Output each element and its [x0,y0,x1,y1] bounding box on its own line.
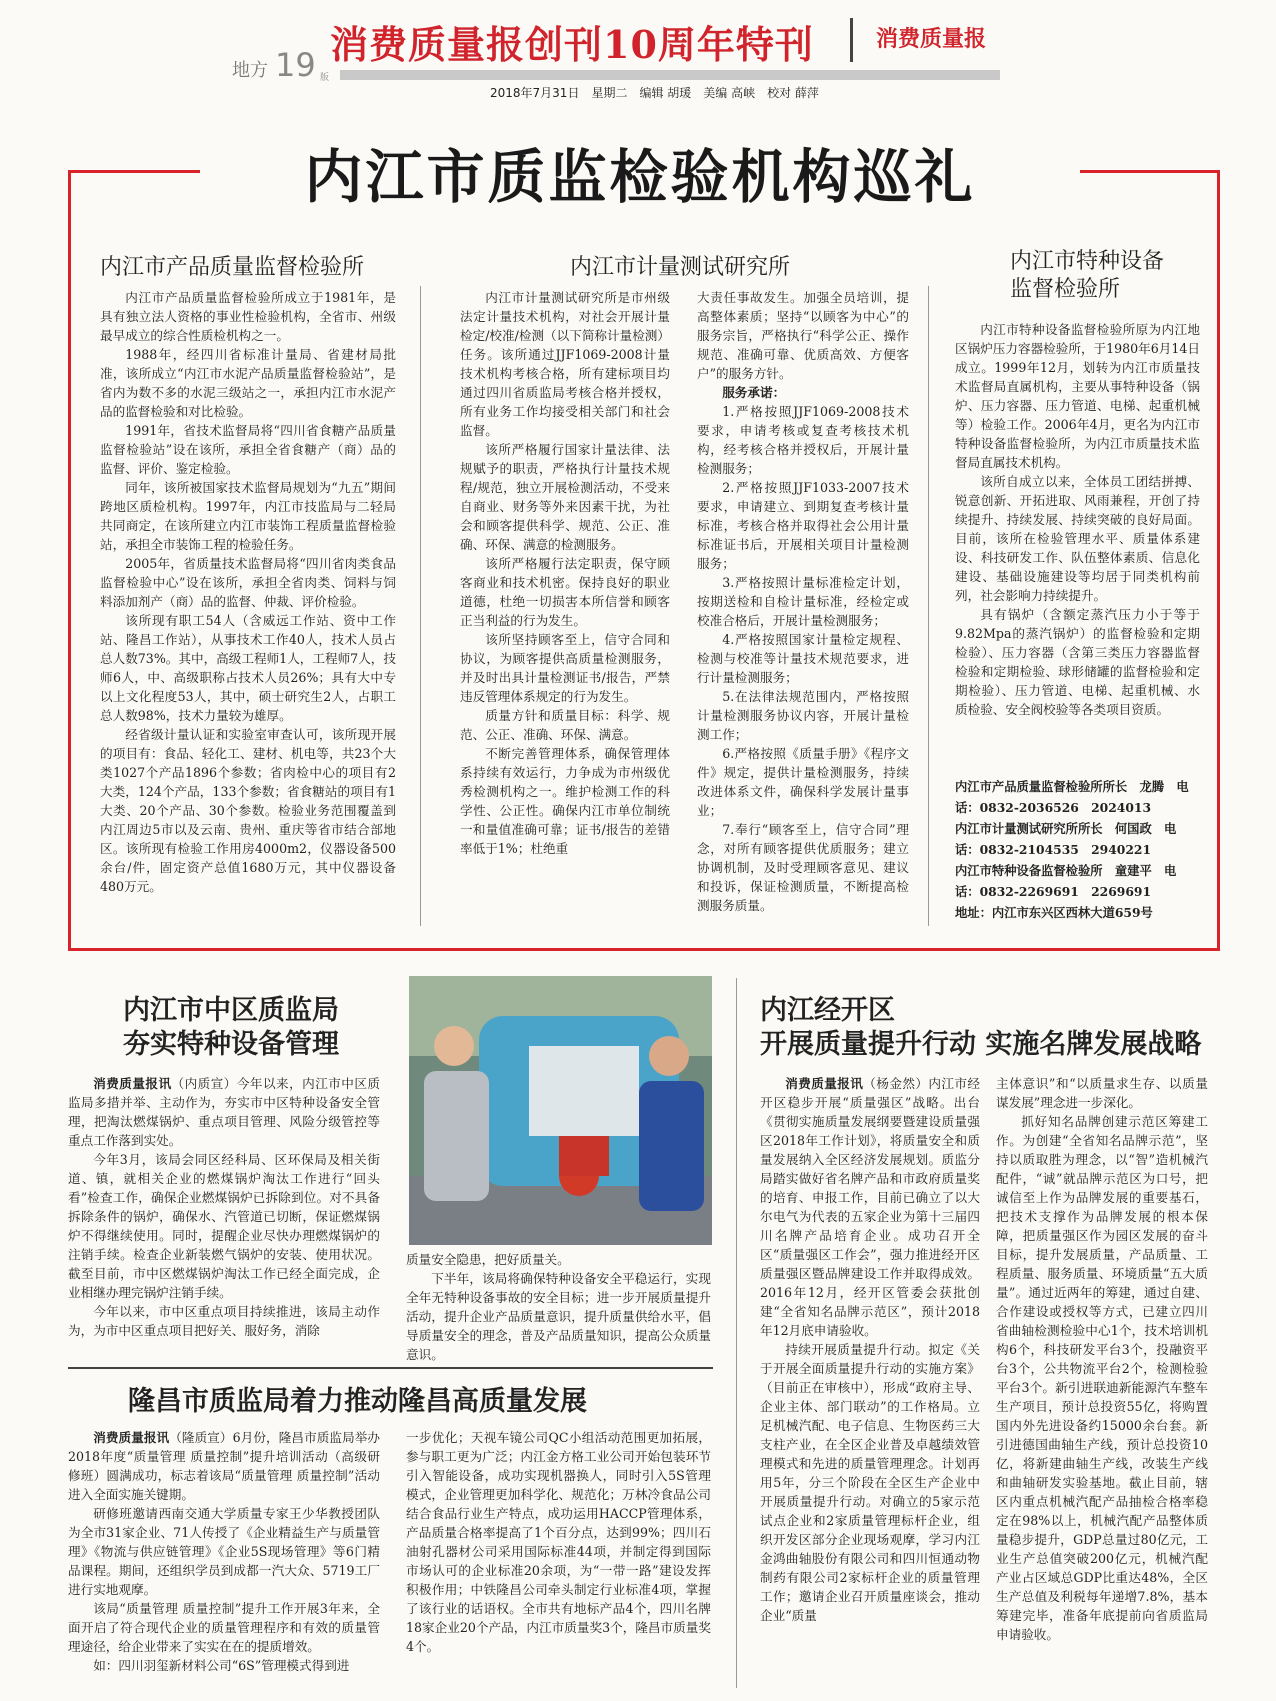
contacts-block: 内江市产品质量监督检验所所长 龙腾 电话：0832-2036526 2024013 内江市计量测试研究所所长 何国政 电话：0832-2104535 2940221 内江市特种设备监督检验所 童建平 电话：0832-2269691 2269691 地址：内江市东兴区西林大道659号 [955,779,1189,920]
feature-title: 内江市质监检验机构巡礼 [200,130,1080,214]
jingkai-title: 内江经开区 开展质量提升行动 实施名牌发展战略 [760,995,1202,1060]
col4-heading: 内江市特种设备 监督检验所 [1010,249,1165,302]
inspection-photo [409,976,712,1245]
col-rule-bottom [736,978,737,1688]
dateline: 2018年7月31日 星期二 编辑 胡瑗 美编 高峡 校对 薛萍 [490,86,819,100]
zhongqu-body: 消费质量报讯（内质宣）今年以来，内江市中区质监局多措并举、主动作为，夯实市中区特种设备安全管理，把淘汰燃煤锅炉、重点项目管理、风险分级管控等重点工作落到实处。 今年3月，该局会同区经科局、区环保局及相关街道、镇，就相关企业的燃煤锅炉淘汰工作进行“回头看”检查工作，确保企业燃煤锅炉已拆除到位。对不具备拆除条件的锅炉，确保水、汽管道已切断，保证燃煤锅炉不得继续使用。同时，提醒企业尽快办理燃煤锅炉的注销手续。检查企业新装燃气锅炉的安装、使用状况。截至目前，市中区燃煤锅炉淘汰工作已经全面完成，企业相继办理完锅炉注销手续。 今年以来，市中区重点项目持续推进，该局主动作为，为市中区重点项目把好关、服好务，消除 [68,1076,381,1338]
col2-heading: 内江市计量测试研究所 [570,255,791,280]
jingkai-body-col1: 消费质量报讯（杨金然）内江市经开区稳步开展“质量强区”战略。出台《贯彻实施质量发展纲要暨建设质量强区2018年工作计划》，将质量安全和质量发展纳入全区经济发展规划。质监分局踏实做好省名牌产品和市政府质量奖的培育、申报工作，目前已确立了以大尔电气为代表的五家企业为第十三届四川名牌产品培育企业。成功召开全区“质量强区工作会”，强力推进经开区质量强区暨品牌建设工作并取得成效。2016年12月，经开区管委会获批创建“全省知名品牌示范区”，预计2018年12月底申请验收。 持续开展质量提升行动。拟定《关于开展全面质量提升行动的实施方案》（目前正在审核中），形成“政府主导、企业主体、部门联动”的工作格局。立足机械汽配、电子信息、生物医药三大支柱产业，在全区企业普及卓越绩效管理模式和先进的质量管理理念。计划再用5年，分三个阶段在全区生产企业中开展质量提升行动。对确立的5家示范试点企业和2家质量管理标杆企业，组织开发区部分企业现场观摩，学习内江金鸿曲轴股份有限公司和四川恒通动物制药有限公司2家标杆企业的质量管理工作；邀请企业召开质量座谈会，推动企业“质量 [760,1076,980,1623]
col1-heading: 内江市产品质量监督检验所 [100,255,365,280]
page-suffix: 版 [320,73,330,83]
page-section-label: 地方 [232,60,268,81]
col4-body: 内江市特种设备监督检验所原为内江地区锅炉压力容器检验所，于1980年6月14日成立。1999年12月，划转为内江市质量技术监督局直属机构，主要从事特种设备（锅炉、压力容器、压力管道、电梯、起重机械等）检验工作。2006年4月，更名为内江市特种设备监督检验所，为内江市质量技术监督局直属技术机构。 该所自成立以来，全体员工团结拼搏、锐意创新、开拓进取、风雨兼程，开创了持续提升、持续发展、持续突破的良好局面。目前，该所在检验管理水平、质量体系建设、科技研发工作、队伍整体素质、信息化建设、基础设施建设等均居于同类机构前列，社会影响力持续提升。 具有锅炉（含额定蒸汽压力小于等于9.82Mpa的蒸汽锅炉）的监督检验和定期检验）、压力容器（含第三类压力容器监督检验和定期检验、球形储罐的监督检验和定期检验）、压力管道、电梯、起重机械、水质检验、安全阀校验等各类项目资质。 [955,322,1200,717]
promise-heading: 服务承诺： [722,385,786,400]
longchang-title: 隆昌市质监局着力推动隆昌高质量发展 [128,1386,587,1417]
newspaper-logo: 消费质量报 [876,27,987,52]
page-number: 19 [275,46,316,84]
col-rule-1 [420,286,421,926]
zhongqu-title: 内江市中区质监局 夯实特种设备管理 [123,995,339,1060]
jingkai-body-col2: 主体意识”和“以质量求生存、以质量谋发展”理念进一步深化。 抓好知名品牌创建示范区筹建工作。为创建“全省知名品牌示范”，坚持以质取胜为理念，以“智”造机械汽配件，“诚”就品牌示范区为口号，把诚信至上作为品牌发展的重要基石，把技术支撑作为品牌发展的根本保障，把质量强区作为园区发展的奋斗目标，提升发展质量，产品质量、工程质量、服务质量、环境质量“五大质量”。通过近两年的筹建，通过自建、合作建设或授权等方式，已建立四川省曲轴检测检验中心1个，技术培训机构6个，科技研发平台3个，投融资平台3个，公共物流平台2个，检测检验平台3个。新引进联迪新能源汽车整车生产项目，预计总投资55亿，将购置国内外先进设备约15000余台套。新引进德国曲轴生产线，预计总投资10亿，将新建曲轴生产线，改装生产线和曲轴研发实验基地。截止目前，辖区内重点机械汽配产品抽检合格率稳定在98%以上，机械汽配产品整体质量稳步提升，GDP总量过80亿元，工业生产总值突破200亿元，机械汽配产业占区域总GDP比重达48%，全区生产总值及利税每年递增7.8%，基本筹建完毕，准备年底提前向省质监局申请验收。 [996,1076,1208,1642]
section-divider [68,1367,713,1369]
col-rule-3 [928,286,929,926]
header-gray-bar [340,70,1000,80]
col2-body: 内江市计量测试研究所是市州级法定计量技术机构，对社会开展计量检定/校准/检测（以下简称计量检测）任务。该所通过JJF1069-2008计量技术机构考核合格，所有建标项目均通过四川省质监局考核合格并授权，所有业务工作均接受相关部门和社会监督。 该所严格履行国家计量法律、法规赋予的职责，严格执行计量技术规程/规范，独立开展检测活动，不受来自商业、财务等外来因素干扰，为社会和顾客提供科学、规范、公正、准确、环保、满意的检测服务。 该所严格履行法定职责，保守顾客商业和技术机密。保持良好的职业道德，杜绝一切损害本所信誉和顾客正当利益的行为发生。 该所坚持顾客至上，信守合同和协议，为顾客提供高质量检测服务，并及时出具计量检测证书/报告，严禁违反管理体系规定的行为发生。 质量方针和质量目标：科学、规范、公正、准确、环保、满意。 不断完善管理体系，确保管理体系持续有效运行，力争成为市州级优秀检测机构之一。维护检测工作的科学性、公正性。确保内江市单位制统一和量值准确可靠；证书/报告的差错率低于1%；杜绝重 [460,290,670,856]
masthead-divider [850,18,853,62]
special-issue-title: 消费质量报创刊10周年特刊 [330,22,814,67]
col1-body: 内江市产品质量监督检验所成立于1981年，是具有独立法人资格的事业性检验机构，全省市、州级最早成立的综合性质检机构之一。 1988年，经四川省标准计量局、省建材局批准，该所成立“内江市水泥产品质量监督检验站”，是省内为数不多的水泥三级站之一，承担内江市水泥产品的监督检验和对比检验。 1991年，省技术监督局将“四川省食糖产品质量监督检验站”设在该所，承担全省食糖产（商）品的监督、评价、鉴定检验。 同年，该所被国家技术监督局规划为“九五”期间跨地区质检机构。1997年，内江市技监局与二轻局共同商定，在该所建立内江市装饰工程质量监督检验站，承担全市装饰工程的检验任务。 2005年，省质量技术监督局将“四川省肉类食品监督检验中心”设在该所，承担全省肉类、饲料与饲料添加剂产（商）品的监督、仲裁、评价检验。 该所现有职工54人（含威远工作站、资中工作站、隆昌工作站），从事技术工作40人，技术人员占总人数73%。其中，高级工程师1人，工程师7人，技师6人，中、高级职称占技术人员26%；具有大中专以上文化程度53人，其中，硕士研究生2人，占职工总人数98%，技术力量较为雄厚。 经省级计量认证和实验室审查认可，该所现开展的项目有：食品、轻化工、建材、机电等，共23个大类1027个产品1896个参数；省肉检中心的项目有2大类，124个产品，133个参数；省食糖站的项目有1大类、20个产品、30个参数。检验业务范围覆盖到内江周边5市以及云南、贵州、重庆等省市结合部地区。该所现有检验工作用房4000m2，仪器设备500余台/件，固定资产总值1680万元，其中仪器设备480万元。 [100,290,396,894]
zhongqu-continuation: 质量安全隐患，把好质量关。 下半年，该局将确保特种设备安全平稳运行，实现全年无特种设备事故的安全目标；进一步开展质量提升活动，提升企业产品质量意识，提升质量供给水平，倡导质量安全的理念，普及产品质量知识，提高公众质量意识。 [406,1252,711,1362]
col3-body: 大责任事故发生。加强全员培训，提高整体素质；坚持“以顾客为中心”的服务宗旨，严格执行“科学公正、操作规范、准确可靠、优质高效、方便客户”的服务方针。 服务承诺： 1.严格按照JJF1069-2008技术要求，申请考核或复查考核技术机构，经考核合格并授权后，开展计量检测服务； 2.严格按照JJF1033-2007技术要求，申请建立、到期复查考核计量标准，考核合格并取得社会公用计量标准证书后，开展相关项目计量检测服务； 3.严格按照计量标准检定计划，按期送检和自检计量标准，经检定或校准合格后，开展计量检测服务； 4.严格按照国家计量检定规程、检测与校准等计量技术规范要求，进行计量检测服务； 5.在法律法规范围内，严格按照计量检测服务协议内容，开展计量检测工作； 6.严格按照《质量手册》《程序文件》规定，提供计量检测服务，持续改进体系文件，确保科学发展计量事业； 7.奉行“顾客至上，信守合同”理念，对所有顾客提供优质服务；建立协调机制，及时受理顾客意见、建议和投诉，保证检测质量，不断提高检测服务质量。 [697,290,909,913]
longchang-body-col1: 消费质量报讯（隆质宣）6月份，隆昌市质监局举办2018年度“质量管理 质量控制”提升培训活动（高级研修班）圆满成功，标志着该局“质量管理 质量控制”活动进入全面实施关键期。 研修班邀请西南交通大学质量专家王少华教授团队为全市31家企业、71人传授了《企业精益生产与质量管理》《物流与供应链管理》《企业5S现场管理》等6门精品课程。期间，还组织学员到成都一汽大众、5719工厂进行实地观摩。 该局“质量管理 质量控制”提升工作开展3年来，全面开启了符合现代企业的质量管理程序和有效的质量管理途径，给企业带来了实实在在的提质增效。 如：四川羽玺新材料公司“6S”管理模式得到进 [68,1430,381,1673]
longchang-body-col2: 一步优化；天视车镜公司QC小组活动范围更加拓展，参与职工更为广泛；内江金方格工业公司开始包装环节引入智能设备，成功实现机器换人，同时引入5S管理模式，企业管理更加科学化、规范化；万林冷食品公司结合食品行业生产特点，成功运用HACCP管理体系，产品质量合格率提高了1个百分点，达到99%；四川石油射孔器材公司采用国际标准44项，并制定得到国际市场认可的企业标准20余项，为“一带一路”建设发挥积极作用；中铁隆昌公司牵头制定行业标准4项，掌握了该行业的话语权。全市共有地标产品4个，四川名牌18家企业20个产品，内江市质量奖3个，隆昌市质量奖4个。 [406,1430,711,1654]
